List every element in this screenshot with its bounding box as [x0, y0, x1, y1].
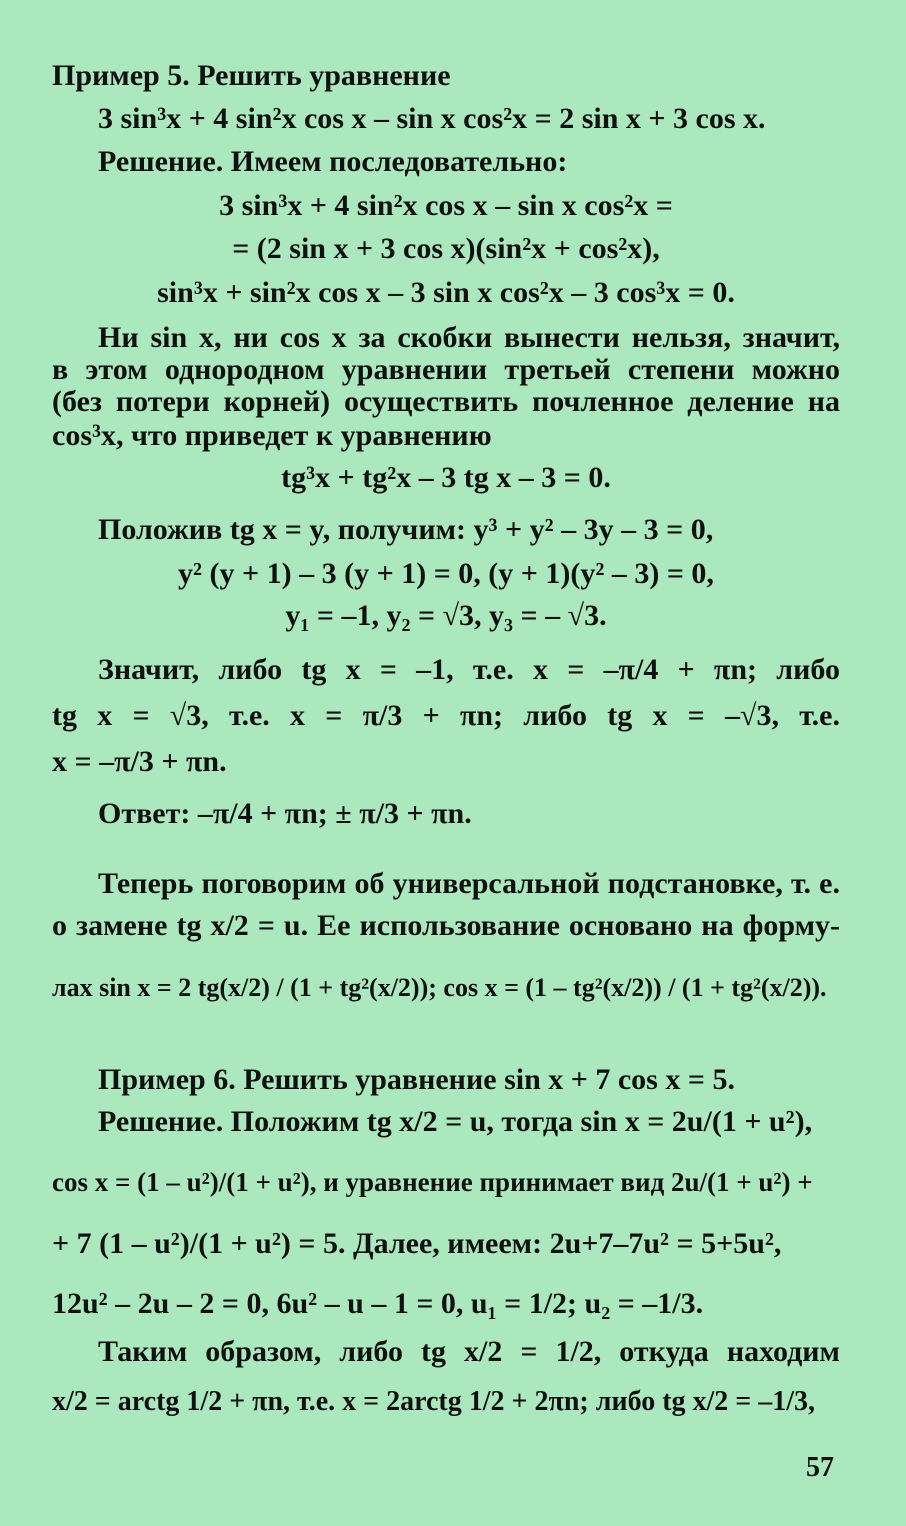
paragraph-line: (без потери корней) осуществить почленное деление на: [52, 385, 840, 418]
answer-line: Ответ: –π/4 + πn; ± π/3 + πn.: [98, 797, 472, 830]
paragraph-line: Теперь поговорим об универсальной подстановке, т. е.: [98, 867, 840, 900]
paragraph-line: + 7 (1 – u²)/(1 + u²) = 5. Далее, имеем: 2u+7–7u² = 5+5u²,: [52, 1227, 782, 1260]
paragraph-line: о замене tg x/2 = u. Ее использование основано на форму-: [52, 909, 840, 942]
paragraph-line: x = –π/3 + πn.: [52, 745, 227, 778]
solution-heading: Решение. Имеем последовательно:: [98, 145, 568, 178]
paragraph-line: tg x = √3, т.е. x = π/3 + πn; либо tg x = –√3, т.е.: [52, 699, 840, 732]
equation-line: sin³x + sin²x cos x – 3 sin x cos²x – 3 cos³x = 0.: [157, 276, 735, 309]
example-6-heading: Пример 6. Решить уравнение sin x + 7 cos x = 5.: [98, 1063, 735, 1096]
equation-line: y₁ = –1, y₂ = √3, y₃ = – √3.: [285, 599, 607, 632]
paragraph-line: Положив tg x = y, получим: y³ + y² – 3y – 3 = 0,: [98, 513, 714, 546]
paragraph-line: cos³x, что приведет к уравнению: [52, 419, 492, 452]
equation-line: y² (y + 1) – 3 (y + 1) = 0, (y + 1)(y² – 3) = 0,: [178, 557, 714, 590]
paragraph-line: в этом однородном уравнении третьей степени можно: [52, 353, 840, 386]
equation-line: 3 sin³x + 4 sin²x cos x – sin x cos²x = 2 sin x + 3 cos x.: [98, 102, 766, 135]
example-5-heading: Пример 5. Решить уравнение: [52, 59, 451, 92]
paragraph-line: 12u² – 2u – 2 = 0, 6u² – u – 1 = 0, u₁ = 1/2; u₂ = –1/3.: [52, 1287, 704, 1320]
paragraph-line: cos x = (1 – u²)/(1 + u²), и уравнение принимает вид 2u/(1 + u²) +: [52, 1167, 813, 1197]
paragraph-line: x/2 = arctg 1/2 + πn, т.е. x = 2arctg 1/2 + 2πn; либо tg x/2 = –1/3,: [52, 1386, 816, 1417]
equation-line: = (2 sin x + 3 cos x)(sin²x + cos²x),: [232, 232, 660, 265]
page-number: 57: [806, 1452, 834, 1483]
paragraph-line: Значит, либо tg x = –1, т.е. x = –π/4 + πn; либо: [98, 653, 840, 686]
formula-line: лах sin x = 2 tg(x/2) / (1 + tg²(x/2)); cos x = (1 – tg²(x/2)) / (1 + tg²(x/2)).: [52, 973, 827, 1002]
paragraph-line: Ни sin x, ни cos x за скобки вынести нельзя, значит,: [98, 321, 840, 354]
equation-line: 3 sin³x + 4 sin²x cos x – sin x cos²x =: [219, 189, 673, 222]
equation-line: tg³x + tg²x – 3 tg x – 3 = 0.: [281, 461, 611, 494]
solution-line: Решение. Положим tg x/2 = u, тогда sin x = 2u/(1 + u²),: [98, 1105, 813, 1138]
paragraph-line: Таким образом, либо tg x/2 = 1/2, откуда находим: [98, 1335, 840, 1368]
